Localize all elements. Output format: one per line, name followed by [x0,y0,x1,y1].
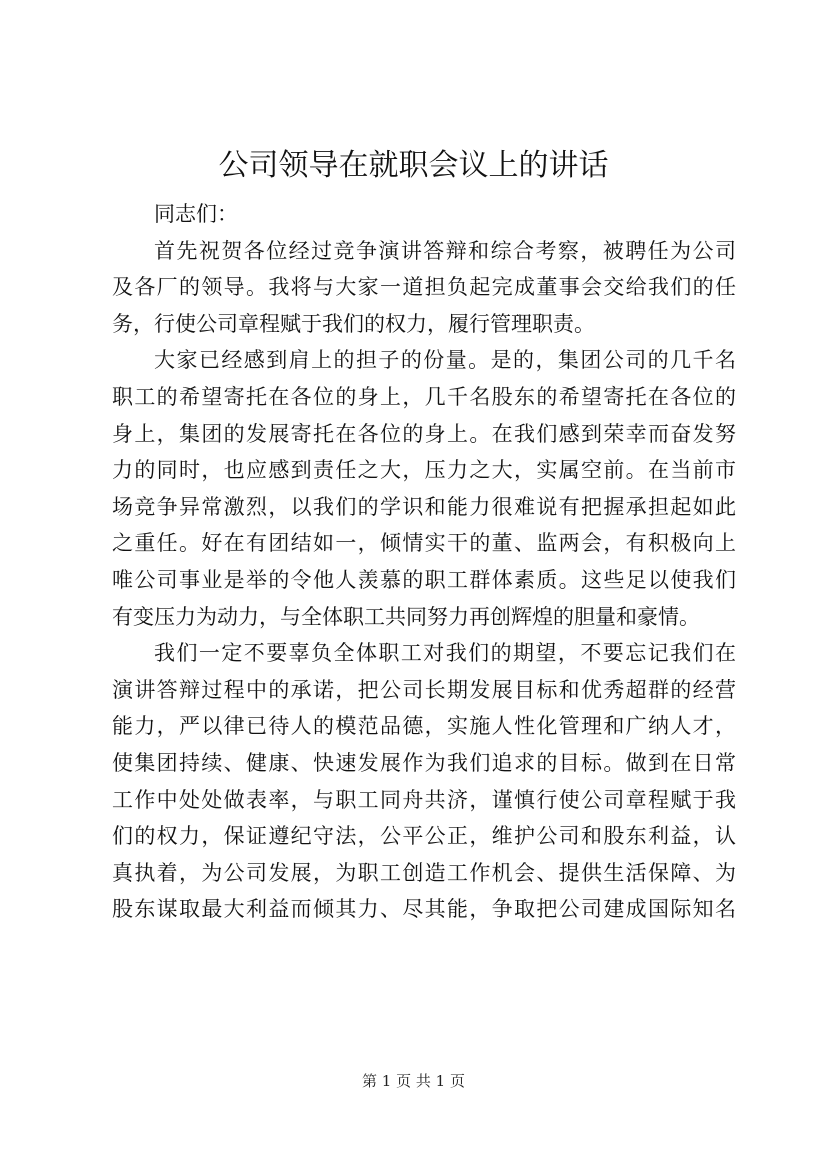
text-line: 之重任。好在有团结如一，倾情实干的董、监两会，有积极向上 [112,531,736,556]
text-line: 场竞争异常激烈，以我们的学识和能力很难说有把握承担起如此 [112,494,736,519]
text-line: 演讲答辩过程中的承诺，把公司长期发展目标和优秀超群的经营 [112,677,736,702]
text-line: 我们一定不要辜负全体职工对我们的期望，不要忘记我们在 [154,641,736,666]
text-line: 及各厂的领导。我将与大家一道担负起完成董事会交给我们的任 [112,275,736,300]
text-line: 使集团持续、健康、快速发展作为我们追求的目标。做到在日常 [112,750,736,775]
salutation: 同志们： [154,202,238,226]
text-line: 有变压力为动力，与全体职工共同努力再创辉煌的胆量和豪情。 [112,604,700,629]
paragraph-2 [112,342,736,635]
text-line: 首先祝贺各位经过竞争演讲答辩和综合考察，被聘任为公司 [154,238,736,263]
text-line: 大家已经感到肩上的担子的份量。是的，集团公司的几千名 [154,348,736,373]
text-line: 们的权力，保证遵纪守法，公平公正，维护公司和股东利益，认 [112,824,736,849]
text-line: 力的同时，也应感到责任之大，压力之大，实属空前。在当前市 [112,458,736,483]
text-line: 身上，集团的发展寄托在各位的身上。在我们感到荣幸而奋发努 [112,421,736,446]
text-line: 工作中处处做表率，与职工同舟共济，谨慎行使公司章程赋于我 [112,787,736,812]
document-body [112,196,736,928]
text-line: 真执着，为公司发展，为职工创造工作机会、提供生活保障、为 [112,860,736,885]
text-line: 股东谋取最大利益而倾其力、尽其能，争取把公司建成国际知名 [112,897,736,922]
paragraph-3 [112,635,736,928]
page-footer: 第 1 页 共 1 页 [362,1072,465,1090]
text-line: 唯公司事业是举的令他人羡慕的职工群体素质。这些足以使我们 [112,567,736,592]
text-line: 职工的希望寄托在各位的身上，几千名股东的希望寄托在各位的 [112,384,736,409]
text-line: 能力，严以律已待人的模范品德，实施人性化管理和广纳人才， [112,714,736,739]
paragraph-1 [112,233,736,343]
text-line: 务，行使公司章程赋于我们的权力，履行管理职责。 [112,311,595,336]
document-title: 公司领导在就职会议上的讲话 [218,148,609,183]
